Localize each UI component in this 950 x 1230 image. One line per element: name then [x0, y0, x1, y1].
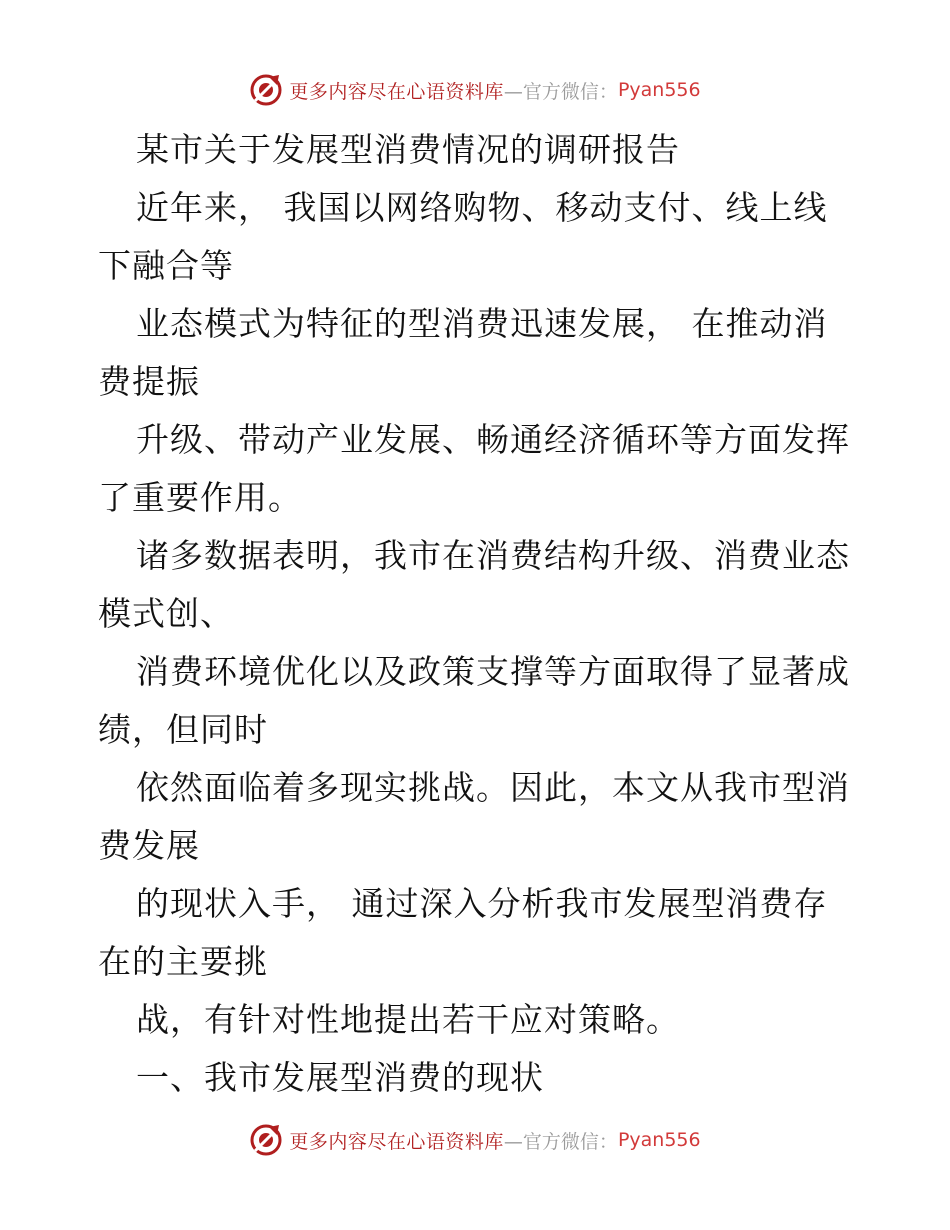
text-line: 了重要作用。	[98, 478, 302, 517]
text-line: 模式创、	[98, 594, 234, 633]
text-line: 依然面临着多现实挑战。因此，本文从我市型消	[136, 768, 850, 807]
watermark-separator: —官方微信：	[503, 1130, 618, 1153]
text-line: 升级、带动产业发展、畅通经济循环等方面发挥	[136, 420, 850, 459]
text-line: 一、我市发展型消费的现状	[136, 1058, 544, 1097]
text-line: 在的主要挑	[98, 942, 268, 981]
text-line: 费发展	[98, 826, 200, 865]
document-body	[98, 121, 858, 1107]
text-line: 消费环境优化以及政策支撑等方面取得了显著成	[136, 652, 850, 691]
footer-watermark	[0, 1120, 950, 1160]
text-line: 战，有针对性地提出若干应对策略。	[136, 1000, 680, 1039]
brand-logo-icon	[249, 1123, 283, 1157]
text-line: 费提振	[98, 362, 200, 401]
header-watermark	[0, 70, 950, 110]
text-line: 的现状入手， 通过深入分析我市发展型消费存	[136, 884, 828, 923]
text-line: 近年来， 我国以网络购物、移动支付、线上线	[136, 188, 828, 227]
text-line: 业态模式为特征的型消费迅速发展， 在推动消	[136, 304, 828, 343]
watermark-separator: —官方微信：	[503, 80, 618, 103]
watermark-wechat-id: Pyan556	[617, 1129, 701, 1151]
text-line: 下融合等	[98, 246, 234, 285]
watermark-wechat-id: Pyan556	[617, 79, 701, 101]
watermark-text: 更多内容尽在心语资料库	[289, 80, 504, 103]
watermark-text: 更多内容尽在心语资料库	[289, 1130, 504, 1153]
text-line: 诸多数据表明，我市在消费结构升级、消费业态	[136, 536, 850, 575]
text-line: 某市关于发展型消费情况的调研报告	[136, 130, 680, 169]
text-line: 绩，但同时	[98, 710, 268, 749]
brand-logo-icon	[249, 73, 283, 107]
